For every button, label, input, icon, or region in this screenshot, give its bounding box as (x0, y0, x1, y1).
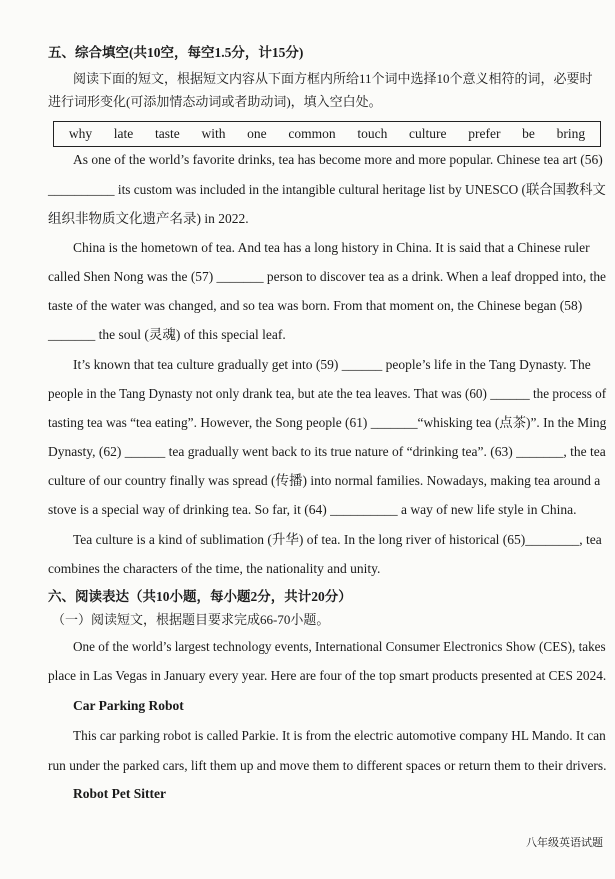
passage-line: As one of the world’s favorite drinks, tea has become more and more popular. Chinese tea art (56) (73, 152, 603, 167)
section5-instruction-line2: 进行词形变化(可添加情态动词或者助动词)，填入空白处。 (48, 94, 382, 109)
passage-line: taste of the water was changed, and so tea was born. From that moment on, the Chinese began (58) (48, 298, 583, 313)
word-bank-item: why (68, 126, 93, 141)
word-bank-item: taste (155, 126, 180, 141)
passage-line: called Shen Nong was the (57) _______ person to discover tea as a drink. When a leaf dropped into, the (48, 269, 606, 284)
passage-line: combines the characters of the time, the nationality and unity. (48, 561, 381, 576)
word-bank-item: with (201, 126, 226, 141)
passage-line: It’s known that tea culture gradually get into (59) ______ people’s life in the Tang Dynasty. The (73, 357, 591, 372)
passage-line: tasting tea was “tea eating”. However, the Song people (61) _______“whisking tea (点茶)”. In the Ming (48, 415, 607, 430)
passage-line: culture of our country finally was spread (传播) into normal families. Nowadays, making tea around a (48, 473, 601, 488)
reading-line: This car parking robot is called Parkie. It is from the electric automotive company HL Mando. It can (73, 728, 606, 743)
section6-subtitle: （一）阅读短文，根据题目要求完成66-70小题。 (52, 612, 330, 627)
passage-line: _______ the soul (灵魂) of this special leaf. (48, 327, 286, 342)
reading-line: One of the world’s largest technology events, International Consumer Electronics Show (CES), takes (73, 639, 606, 654)
passage-line: Dynasty, (62) ______ tea gradually went back to its true nature of “drinking tea”. (63) _______, the tea (48, 444, 606, 459)
word-bank-item: one (247, 126, 267, 141)
passage-line: 组织非物质文化遗产名录) in 2022. (48, 211, 249, 226)
passage-line: __________ its custom was included in the intangible cultural heritage list by UNESCO (联合国教科文 (48, 182, 606, 197)
word-bank-item: prefer (468, 126, 501, 141)
word-bank-item: common (288, 126, 336, 141)
reading-line: run under the parked cars, lift them up and move them to different spaces or return them to their drivers. (48, 758, 607, 773)
section5-instruction-line1: 阅读下面的短文，根据短文内容从下面方框内所给11个词中选择10个意义相符的词，必要时 (73, 71, 593, 86)
page-footer: 八年级英语试题 (526, 837, 603, 849)
passage-line: people in the Tang Dynasty not only drank tea, but ate the tea leaves. That was (60) ______ the process of (48, 386, 607, 401)
word-bank-item: culture (409, 126, 447, 141)
product-heading: Car Parking Robot (73, 698, 184, 713)
word-bank-box (53, 121, 601, 147)
word-bank-item: late (113, 126, 134, 141)
passage-line: stove is a special way of drinking tea. So far, it (64) __________ a way of new life style in China. (48, 502, 577, 517)
word-bank-item: be (522, 126, 535, 141)
section5-title: 五、综合填空(共10空，每空1.5分，计15分) (48, 45, 304, 60)
passage-line: Tea culture is a kind of sublimation (升华) of tea. In the long river of historical (65)________, tea (73, 532, 602, 547)
product-heading: Robot Pet Sitter (73, 786, 166, 801)
passage-line: China is the hometown of tea. And tea has a long history in China. It is said that a Chinese ruler (73, 240, 590, 255)
section6-title: 六、阅读表达（共10小题，每小题2分，共计20分） (48, 589, 352, 604)
reading-line: place in Las Vegas in January every year. Here are four of the top smart products presented at CES 2024. (48, 668, 607, 683)
word-bank-item: bring (556, 126, 586, 141)
word-bank-item: touch (357, 126, 388, 141)
